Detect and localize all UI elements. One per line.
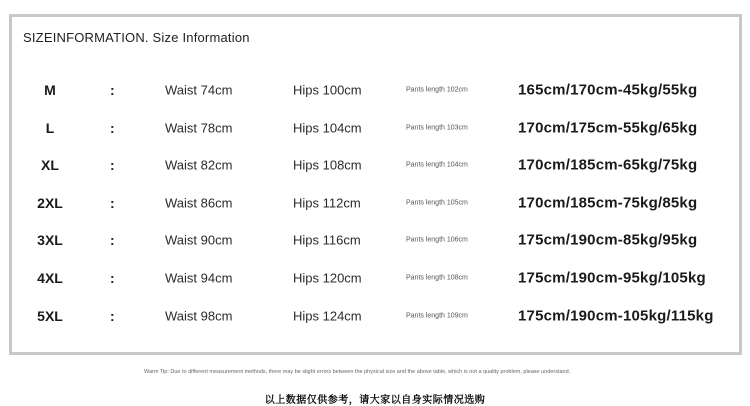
separator-colon: : bbox=[110, 82, 115, 98]
waist-value: Waist 98cm bbox=[165, 308, 233, 324]
hips-value: Hips 116cm bbox=[293, 232, 361, 248]
separator-colon: : bbox=[110, 307, 115, 324]
size-row bbox=[12, 225, 739, 255]
size-table bbox=[12, 17, 739, 352]
pants-length-value: Pants length 103cm bbox=[406, 124, 468, 132]
pants-length-value: Pants length 105cm bbox=[406, 199, 468, 207]
fit-range-value: 170cm/185cm-65kg/75kg bbox=[518, 156, 698, 174]
size-label: 2XL bbox=[37, 194, 63, 211]
hips-value: Hips 108cm bbox=[293, 157, 362, 173]
separator-colon: : bbox=[110, 157, 115, 174]
size-label: 5XL bbox=[37, 307, 63, 324]
separator-colon: : bbox=[110, 232, 115, 249]
separator-colon: : bbox=[110, 194, 115, 211]
pants-length-value: Pants length 108cm bbox=[406, 274, 468, 282]
waist-value: Waist 82cm bbox=[165, 157, 233, 173]
panel-title: SIZEINFORMATION. Size Information bbox=[23, 30, 250, 45]
pants-length-value: Pants length 102cm bbox=[406, 86, 468, 94]
fit-range-value: 170cm/175cm-55kg/65kg bbox=[518, 119, 698, 137]
fit-range-value: 165cm/170cm-45kg/55kg bbox=[518, 81, 698, 99]
waist-value: Waist 74cm bbox=[165, 82, 233, 98]
hips-value: Hips 120cm bbox=[293, 270, 362, 286]
size-label: 3XL bbox=[37, 232, 63, 249]
hips-value: Hips 124cm bbox=[293, 308, 362, 324]
fit-range-value: 175cm/190cm-95kg/105kg bbox=[518, 269, 706, 287]
size-label: XL bbox=[41, 157, 59, 174]
size-row bbox=[12, 150, 739, 180]
waist-value: Waist 86cm bbox=[165, 195, 233, 211]
size-label: 4XL bbox=[37, 270, 63, 286]
waist-value: Waist 94cm bbox=[165, 270, 233, 286]
size-row bbox=[12, 113, 739, 143]
pants-length-value: Pants length 109cm bbox=[406, 312, 468, 320]
waist-value: Waist 90cm bbox=[165, 232, 233, 248]
fit-range-value: 170cm/185cm-75kg/85kg bbox=[518, 194, 698, 212]
hips-value: Hips 104cm bbox=[293, 120, 362, 136]
pants-length-value: Pants length 106cm bbox=[406, 236, 468, 244]
size-row bbox=[12, 263, 739, 293]
pants-length-value: Pants length 104cm bbox=[406, 161, 468, 169]
size-info-panel bbox=[9, 14, 742, 355]
size-row bbox=[12, 301, 739, 331]
hips-value: Hips 100cm bbox=[293, 82, 362, 98]
hips-value: Hips 112cm bbox=[293, 195, 361, 211]
fit-range-value: 175cm/190cm-85kg/95kg bbox=[518, 231, 698, 249]
size-row bbox=[12, 75, 739, 105]
fit-range-value: 175cm/190cm-105kg/115kg bbox=[518, 307, 714, 325]
separator-colon: : bbox=[110, 119, 115, 136]
size-label: M bbox=[44, 82, 56, 98]
footer-note: 以上数据仅供参考，请大家以自身实际情况选购 bbox=[264, 395, 486, 406]
size-row bbox=[12, 188, 739, 218]
warm-tip: Warm Tip: Due to different measurement methods, there may be slight errors between the physical size and the above table, which is not a quality problem, please understand. bbox=[144, 369, 571, 375]
size-label: L bbox=[45, 119, 55, 136]
waist-value: Waist 78cm bbox=[165, 120, 233, 136]
separator-colon: : bbox=[110, 270, 115, 286]
